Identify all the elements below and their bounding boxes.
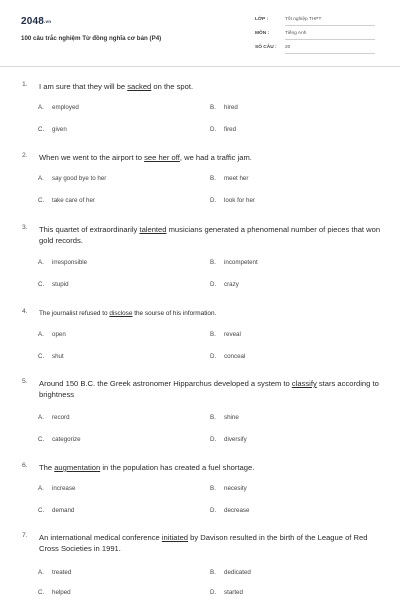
question-number: 6. <box>22 462 28 469</box>
option-b[interactable]: B. meet her <box>210 175 249 182</box>
option-c[interactable]: C. stupid <box>38 281 69 288</box>
question-text: Around 150 B.C. the Greek astronomer Hipparchus developed a system to classify stars according to brightness <box>39 379 379 399</box>
document-header <box>0 0 400 67</box>
option-a[interactable]: A. increase <box>38 485 76 492</box>
meta-value: 20 <box>285 45 375 54</box>
option-d[interactable]: D. conceal <box>210 353 246 360</box>
question-text: The augmentation in the population has created a fuel shortage. <box>39 463 255 472</box>
meta-label: LỚP : <box>255 17 269 22</box>
option-a[interactable]: A. employed <box>38 104 79 111</box>
document-title: 100 câu trắc nghiệm Từ đồng nghĩa cơ bản (P4) <box>21 35 162 42</box>
option-d[interactable]: D. fired <box>210 126 237 133</box>
option-a[interactable]: A. open <box>38 331 66 338</box>
question-text: I am sure that they will be sacked on the spot. <box>39 82 194 91</box>
option-c[interactable]: C. take care of her <box>38 197 95 204</box>
underlined-word: sacked <box>127 82 152 91</box>
option-d[interactable]: D. crazy <box>210 281 239 288</box>
meta-class <box>255 17 375 30</box>
option-a[interactable]: A. record <box>38 414 70 421</box>
meta-label: SỐ CÂU : <box>255 45 277 50</box>
option-c[interactable]: C. demand <box>38 507 75 514</box>
question-text: The journalist refused to disclose the sourse of his information. <box>39 310 217 317</box>
option-c[interactable]: C. given <box>38 126 67 133</box>
option-b[interactable]: B. reveal <box>210 331 241 338</box>
question-text: When we went to the airport to see her off, we had a traffic jam. <box>39 153 252 162</box>
site-logo[interactable] <box>21 16 51 27</box>
question-number: 2. <box>22 152 28 159</box>
underlined-word: disclose <box>109 310 133 317</box>
meta-count <box>255 45 375 58</box>
option-b[interactable]: B. shine <box>210 414 239 421</box>
question-text: An international medical conference initiated by Davison resulted in the birth of the League of Red Cross Societies in 1991. <box>39 533 368 553</box>
meta-value: Tiếng Anh <box>285 31 375 40</box>
option-d[interactable]: D. look for her <box>210 197 255 204</box>
option-a[interactable]: A. irresponsible <box>38 259 88 266</box>
underlined-word: augmentation <box>54 463 101 472</box>
option-a[interactable]: A. treated <box>38 569 72 576</box>
option-b[interactable]: B. necesity <box>210 485 247 492</box>
meta-value: Tốt nghiệp THPT <box>285 17 375 26</box>
option-b[interactable]: B. hired <box>210 104 238 111</box>
question-number: 4. <box>22 308 28 315</box>
underlined-word: talented <box>139 225 167 234</box>
option-d[interactable]: D. diversify <box>210 436 247 443</box>
question-text: This quartet of extraordinarily talented musicians generated a phenomenal number of pieces that won gold records. <box>39 225 381 245</box>
question-number: 5. <box>22 378 28 385</box>
option-d[interactable]: D. started <box>210 589 243 596</box>
logo-text: 2048 <box>21 16 45 27</box>
meta-label: MÔN : <box>255 31 270 36</box>
underlined-word: classify <box>291 379 317 388</box>
meta-subject <box>255 31 375 44</box>
underlined-word: see her off <box>144 153 180 162</box>
option-c[interactable]: C. shut <box>38 353 64 360</box>
option-c[interactable]: C. helped <box>38 589 71 596</box>
question-number: 7. <box>22 532 28 539</box>
option-d[interactable]: D. decrease <box>210 507 250 514</box>
logo-suffix: .vn <box>44 19 52 24</box>
underlined-word: initiated <box>161 533 189 542</box>
option-b[interactable]: B. dedicated <box>210 569 251 576</box>
option-c[interactable]: C. categorize <box>38 436 81 443</box>
option-a[interactable]: A. say good bye to her <box>38 175 107 182</box>
question-number: 3. <box>22 224 28 231</box>
question-number: 1. <box>22 81 28 88</box>
option-b[interactable]: B. incompetent <box>210 259 258 266</box>
